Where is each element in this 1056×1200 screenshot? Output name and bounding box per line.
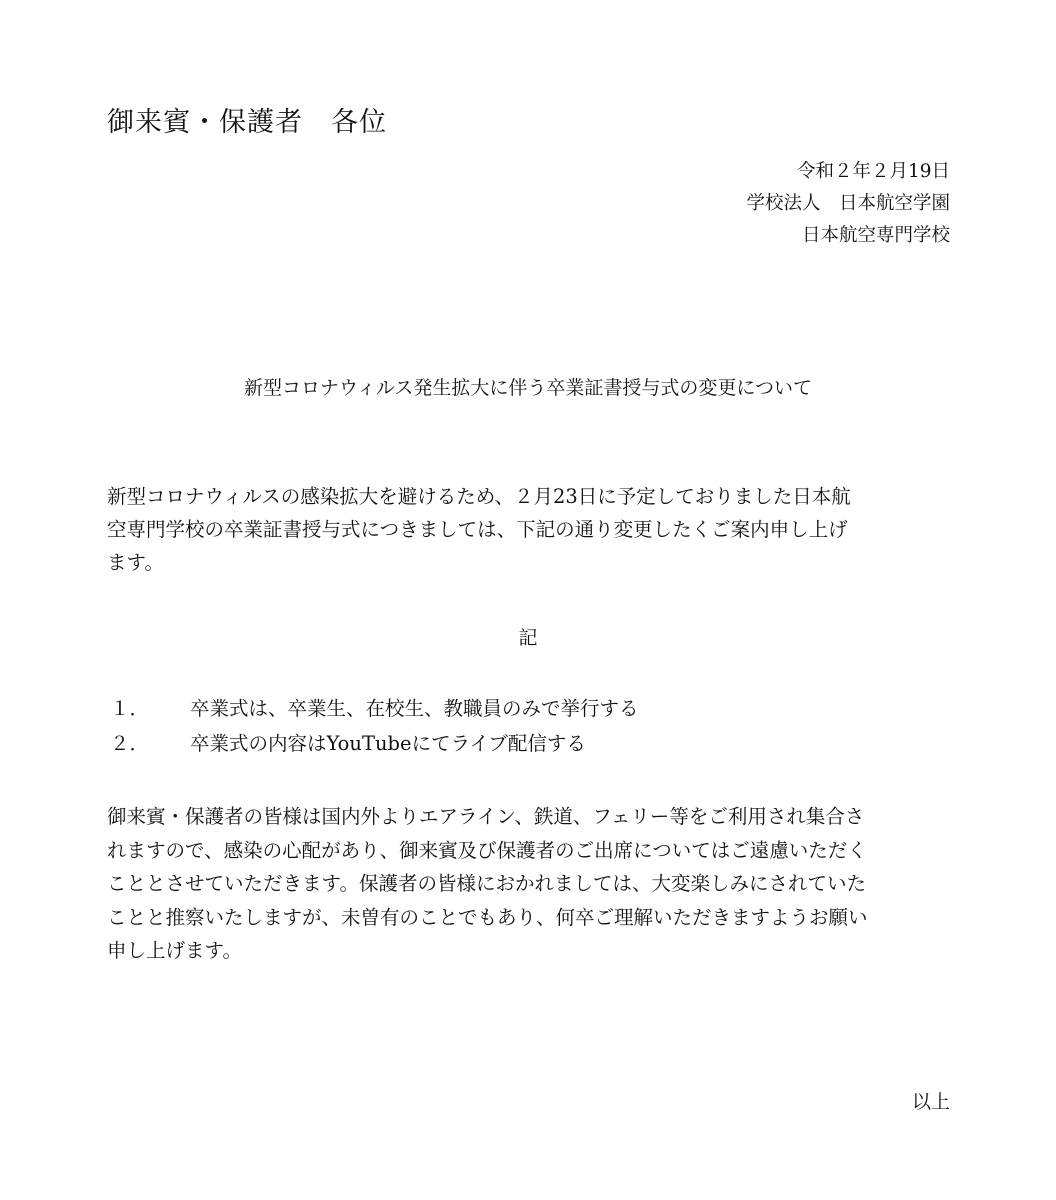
closing-line: 御来賓・保護者の皆様は国内外よりエアライン、鉄道、フェリー等をご利用され集合さ: [107, 805, 865, 828]
issue-date: 令和２年２月19日: [796, 161, 950, 182]
item-number: ２．: [110, 732, 150, 755]
intro-line: 空専門学校の卒業証書授与式につきましては、下記の通り変更したくご案内申し上げ: [107, 518, 848, 541]
addressee: 御来賓・保護者 各位: [107, 107, 387, 138]
sender-block: [746, 156, 950, 252]
ki-heading: 記: [518, 627, 538, 649]
item-text: 卒業式の内容はYouTubeにてライブ配信する: [190, 732, 586, 755]
list-item: [110, 691, 639, 726]
item-text: 卒業式は、卒業生、在校生、教職員のみで挙行する: [190, 697, 639, 720]
item-list: [110, 691, 639, 761]
closing-line: ことと推察いたしますが、未曽有のことでもあり、何卒ご理解いただきますようお願い: [107, 905, 868, 929]
list-item: [110, 726, 639, 761]
intro-paragraph: [107, 480, 952, 579]
intro-line: 新型コロナウィルスの感染拡大を避けるため、２月23日に予定しておりました日本航: [107, 485, 851, 508]
intro-line: ます。: [107, 551, 164, 574]
closing-line: れますので、感染の心配があり、御来賓及び保護者のご出席についてはご遠慮いただく: [107, 838, 867, 862]
item-number: １．: [110, 697, 150, 720]
sender-school: 日本航空専門学校: [801, 225, 950, 246]
closing-line: 申し上げます。: [107, 939, 242, 962]
sender-organization: 学校法人 日本航空学園: [746, 193, 950, 214]
closing-line: こととさせていただきます。保護者の皆様におかれましては、大変楽しみにされていた: [107, 872, 866, 895]
document-title: 新型コロナウィルス発生拡大に伴う卒業証書授与式の変更について: [244, 377, 812, 399]
end-mark: 以上: [911, 1091, 950, 1113]
closing-paragraph: [107, 800, 952, 968]
